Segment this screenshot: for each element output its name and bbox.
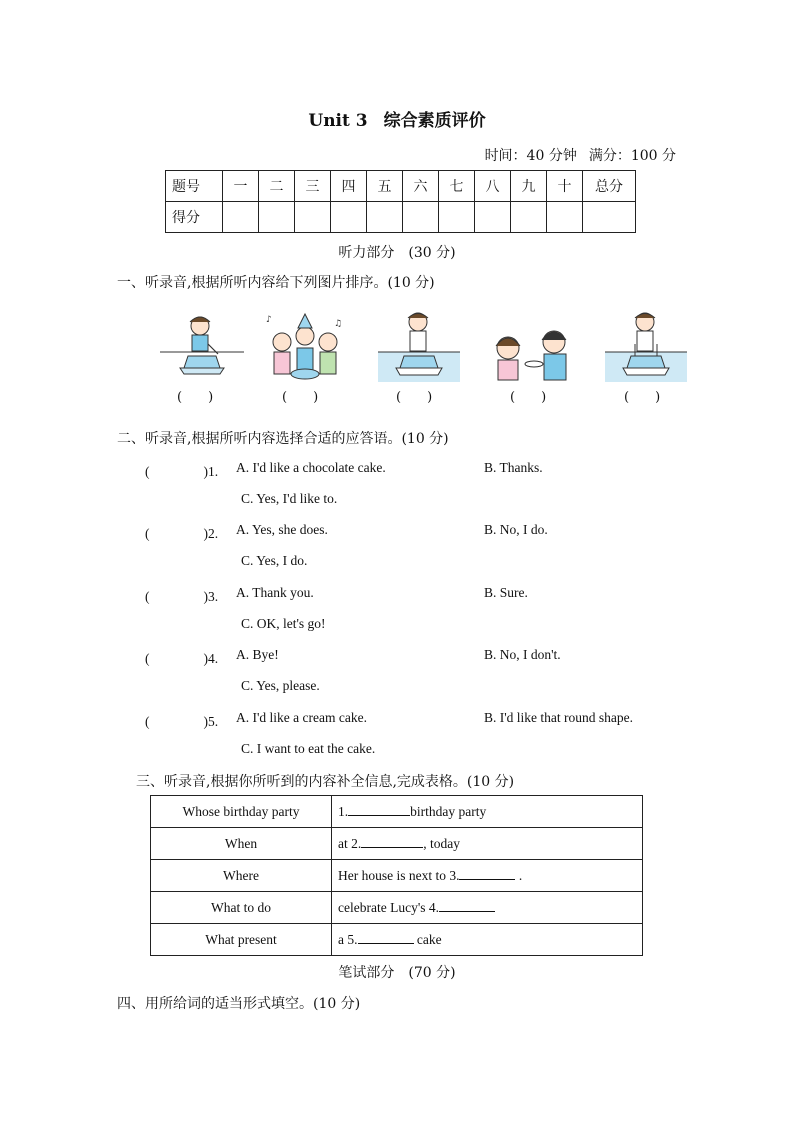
row-label: When (151, 828, 332, 860)
full-score: 满分：100 分 (588, 148, 676, 164)
row-label: Whose birthday party (151, 796, 332, 828)
option-a: A. I'd like a chocolate cake. (236, 460, 386, 475)
fill-blank-2[interactable] (361, 835, 423, 848)
section2-heading: 二、听录音,根据所听内容选择合适的应答语。(10 分) (117, 431, 449, 447)
girl-with-candles-illustration (605, 308, 695, 386)
kids-singing-illustration (260, 308, 350, 386)
row-value: 1. birthday party (332, 796, 643, 828)
score-cell[interactable] (331, 202, 367, 233)
row-value: a 5. cake (332, 924, 643, 956)
score-col-6: 六 (403, 171, 439, 202)
answer-paren-1[interactable]: ( ) (177, 390, 214, 405)
row-value: at 2. , today (332, 828, 643, 860)
question-number[interactable]: ( )4. (145, 651, 219, 666)
score-cell[interactable] (511, 202, 547, 233)
girl-making-wish-illustration (378, 308, 468, 386)
option-b: B. No, I don't. (484, 647, 561, 662)
score-cell[interactable] (583, 202, 636, 233)
exam-meta (485, 145, 676, 165)
page-title (0, 106, 794, 131)
option-c: C. I want to eat the cake. (241, 741, 376, 756)
question-number[interactable]: ( )2. (145, 526, 219, 541)
score-col-9: 九 (511, 171, 547, 202)
score-col-7: 七 (439, 171, 475, 202)
score-col-2: 二 (259, 171, 295, 202)
writing-section-title: 笔试部分 (70 分) (338, 965, 456, 981)
fill-blank-1[interactable] (348, 803, 410, 816)
table-row (151, 892, 643, 924)
option-a: A. Thank you. (236, 585, 314, 600)
row-value: celebrate Lucy's 4. (332, 892, 643, 924)
row-label: What present (151, 924, 332, 956)
option-b: B. Thanks. (484, 460, 543, 475)
answer-paren-3[interactable]: ( ) (396, 390, 433, 405)
fill-blank-5[interactable] (358, 931, 414, 944)
option-b: B. Sure. (484, 585, 528, 600)
score-cell[interactable] (295, 202, 331, 233)
svg-text:♪: ♪ (266, 315, 272, 325)
table-row (151, 828, 643, 860)
listening-section-title: 听力部分 (30 分) (338, 245, 456, 261)
table-row (151, 924, 643, 956)
info-table (150, 795, 643, 956)
answer-paren-2[interactable]: ( ) (282, 390, 319, 405)
row-label: Where (151, 860, 332, 892)
score-col-4: 四 (331, 171, 367, 202)
option-a: A. Bye! (236, 647, 279, 662)
score-cell[interactable] (259, 202, 295, 233)
row-value: Her house is next to 3. . (332, 860, 643, 892)
score-col-5: 五 (367, 171, 403, 202)
score-cell[interactable] (439, 202, 475, 233)
option-a: A. I'd like a cream cake. (236, 710, 367, 725)
table-row (151, 860, 643, 892)
section4-heading: 四、用所给词的适当形式填空。(10 分) (117, 996, 361, 1012)
score-col-total: 总分 (583, 171, 636, 202)
fill-blank-4[interactable] (439, 899, 495, 912)
question-number[interactable]: ( )1. (145, 464, 219, 479)
question-number[interactable]: ( )5. (145, 714, 219, 729)
score-cell[interactable] (223, 202, 259, 233)
option-c: C. Yes, I'd like to. (241, 491, 338, 506)
option-c: C. Yes, I do. (241, 553, 308, 568)
option-b: B. I'd like that round shape. (484, 710, 634, 725)
svg-text:♫: ♫ (334, 319, 343, 329)
fill-blank-3[interactable] (459, 867, 515, 880)
score-table-score-row (166, 202, 636, 233)
answer-paren-5[interactable]: ( ) (624, 390, 661, 405)
score-table (165, 170, 636, 233)
section1-pictures (150, 308, 690, 386)
score-table-header-row (166, 171, 636, 202)
option-c: C. Yes, please. (241, 678, 320, 693)
option-b: B. No, I do. (484, 522, 548, 537)
table-row (151, 796, 643, 828)
option-c: C. OK, let's go! (241, 616, 326, 631)
girls-sharing-cake-illustration (490, 308, 580, 386)
question-number[interactable]: ( )3. (145, 589, 219, 604)
option-a: A. Yes, she does. (236, 522, 328, 537)
unit-label: Unit 3 (308, 111, 368, 131)
time-limit: 时间：40 分钟 (484, 148, 577, 164)
score-col-8: 八 (475, 171, 511, 202)
row-label: What to do (151, 892, 332, 924)
score-col-1: 一 (223, 171, 259, 202)
score-col-10: 十 (547, 171, 583, 202)
score-row-label: 得分 (166, 202, 223, 233)
girl-cutting-cake-illustration (160, 308, 250, 386)
section1-heading: 一、听录音,根据所听内容给下列图片排序。(10 分) (117, 275, 435, 291)
score-cell[interactable] (547, 202, 583, 233)
answer-paren-4[interactable]: ( ) (510, 390, 547, 405)
score-cell[interactable] (367, 202, 403, 233)
score-cell[interactable] (403, 202, 439, 233)
title-text: 综合素质评价 (383, 111, 486, 131)
section3-heading: 三、听录音,根据你所听到的内容补全信息,完成表格。(10 分) (136, 774, 515, 790)
score-row-label: 题号 (166, 171, 223, 202)
score-cell[interactable] (475, 202, 511, 233)
score-col-3: 三 (295, 171, 331, 202)
